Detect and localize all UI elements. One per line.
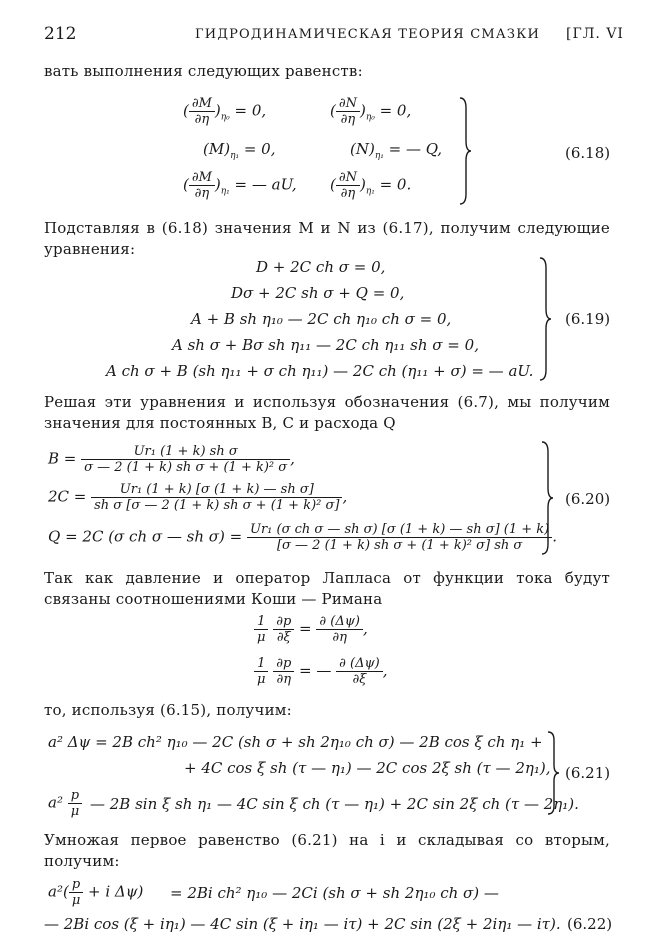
eq-cauchy-riemann-1: $\frac{1}{\mu}$ $\frac{\partial p}{\partial\xi}$ = $\frac{\partial (\Delta\psi)}{\partial\eta}$ , (254, 614, 368, 645)
eq-6-21-line-1: a² Δψ = 2B ch² η₁₀ — 2C (sh σ + sh 2η₁₀ ch σ) — 2B cos ξ ch η₁ + (48, 733, 543, 751)
brace-6-18 (458, 96, 472, 206)
eq-6-18-line-1b: ( $\frac{\partial N}{\partial\eta}$ )$_{\eta_0} = 0$, (330, 96, 412, 127)
eq-6-18-line-1: ( $\frac{\partial M}{\partial\eta}$ )$_{\eta_0} = 0$, (183, 96, 267, 127)
running-title: ГИДРОДИНАМИЧЕСКАЯ ТЕОРИЯ СМАЗКИ (195, 27, 541, 42)
eq-6-19-line-2: Dσ + 2C sh σ + Q = 0, (231, 284, 405, 302)
eq-6-22-line-1: = 2Bi ch² η₁₀ — 2Ci (sh σ + sh 2η₁₀ ch σ) — (170, 884, 499, 902)
eq-cauchy-riemann-2: $\frac{1}{\mu}$ $\frac{\partial p}{\partial\eta}$ = — $\frac{\partial (\Delta\psi)}{\partial\xi}$ , (254, 656, 388, 687)
eq-6-19-line-1: D + 2C ch σ = 0, (256, 258, 386, 276)
eq-6-21-line-3-lhs: a² $\frac{p}{\mu}$ (48, 788, 82, 819)
eq-6-20-line-3: Q = 2C (σ ch σ — sh σ) = $\frac{\text{Ur₁ (σ ch σ — sh σ) [σ (1 + k) — sh σ] (1 + k)}}{\text{[σ — 2 (1 + k) sh σ + (1 + k)² σ] sh σ}}$ . (48, 522, 558, 553)
eq-6-22-lhs: a²( $\frac{p}{\mu}$ + i Δψ) (48, 877, 144, 908)
paragraph-2: Подставляя в (6.18) значения M и N из (6.17), получим следующие уравнения: (44, 219, 610, 258)
page-number: 212 (44, 24, 77, 44)
brace-6-20 (540, 440, 554, 556)
eq-6-18-line-2: $(M)_{\eta_1} = 0$, (203, 140, 276, 161)
paragraph-5: то, используя (6.15), получим: (44, 701, 292, 719)
brace-6-19 (538, 256, 552, 382)
chapter-label: [ГЛ. VI (566, 26, 624, 42)
eq-6-18-line-3: ( $\frac{\partial M}{\partial\eta}$ )$_{\eta_1}$ = — aU, (183, 170, 297, 201)
eq-6-21-tag: (6.21) (565, 764, 611, 782)
brace-6-21 (546, 730, 560, 816)
eq-6-18-line-2b: $(N)_{\eta_1}$ = — Q, (350, 140, 443, 161)
eq-6-19-line-5: A ch σ + B (sh η₁₁ + σ ch η₁₁) — 2C ch (η₁₁ + σ) = — aU. (106, 362, 534, 380)
eq-6-22-tag: (6.22) (567, 915, 613, 933)
eq-6-21-line-3: — 2B sin ξ sh η₁ — 4C sin ξ ch (τ — η₁) + 2C sin 2ξ ch (τ — 2η₁). (90, 795, 579, 813)
eq-6-19-tag: (6.19) (565, 310, 611, 328)
eq-6-22-line-2: — 2Bi cos (ξ + iη₁) — 4C sin (ξ + iη₁ — iτ) + 2C sin (2ξ + 2iη₁ — iτ). (44, 915, 561, 933)
eq-6-19-line-4: A sh σ + Bσ sh η₁₁ — 2C ch η₁₁ sh σ = 0, (172, 336, 479, 354)
eq-6-18-tag: (6.18) (565, 144, 611, 162)
eq-6-21-line-2: + 4C cos ξ sh (τ — η₁) — 2C cos 2ξ sh (τ — 2η₁), (184, 759, 551, 777)
paragraph-3: Решая эти уравнения и используя обозначения (6.7), мы получим значения для постоянных B, C и расхода Q (44, 393, 610, 432)
eq-6-20-line-1: B = $\frac{\text{Ur₁ (1 + k) sh σ}}{\text{σ — 2 (1 + k) sh σ + (1 + k)² σ}}$ , (48, 444, 295, 475)
eq-6-18-line-3b: ( $\frac{\partial N}{\partial\eta}$ )$_{\eta_1} = 0$. (330, 170, 412, 201)
eq-6-20-line-2: 2C = $\frac{\text{Ur₁ (1 + k) [σ (1 + k) — sh σ]}}{\text{sh σ [σ — 2 (1 + k) sh σ + (1 + k)² σ]}}$ , (48, 482, 348, 513)
paragraph-6: Умножая первое равенство (6.21) на i и складывая со вторым, получим: (44, 831, 610, 870)
paragraph-4: Так как давление и оператор Лапласа от функции тока будут связаны соотношениями Коши — Римана (44, 569, 610, 608)
eq-6-19-line-3: A + B sh η₁₀ — 2C ch η₁₀ ch σ = 0, (191, 310, 452, 328)
paragraph-1: вать выполнения следующих равенств: (44, 62, 363, 80)
eq-6-20-tag: (6.20) (565, 490, 611, 508)
